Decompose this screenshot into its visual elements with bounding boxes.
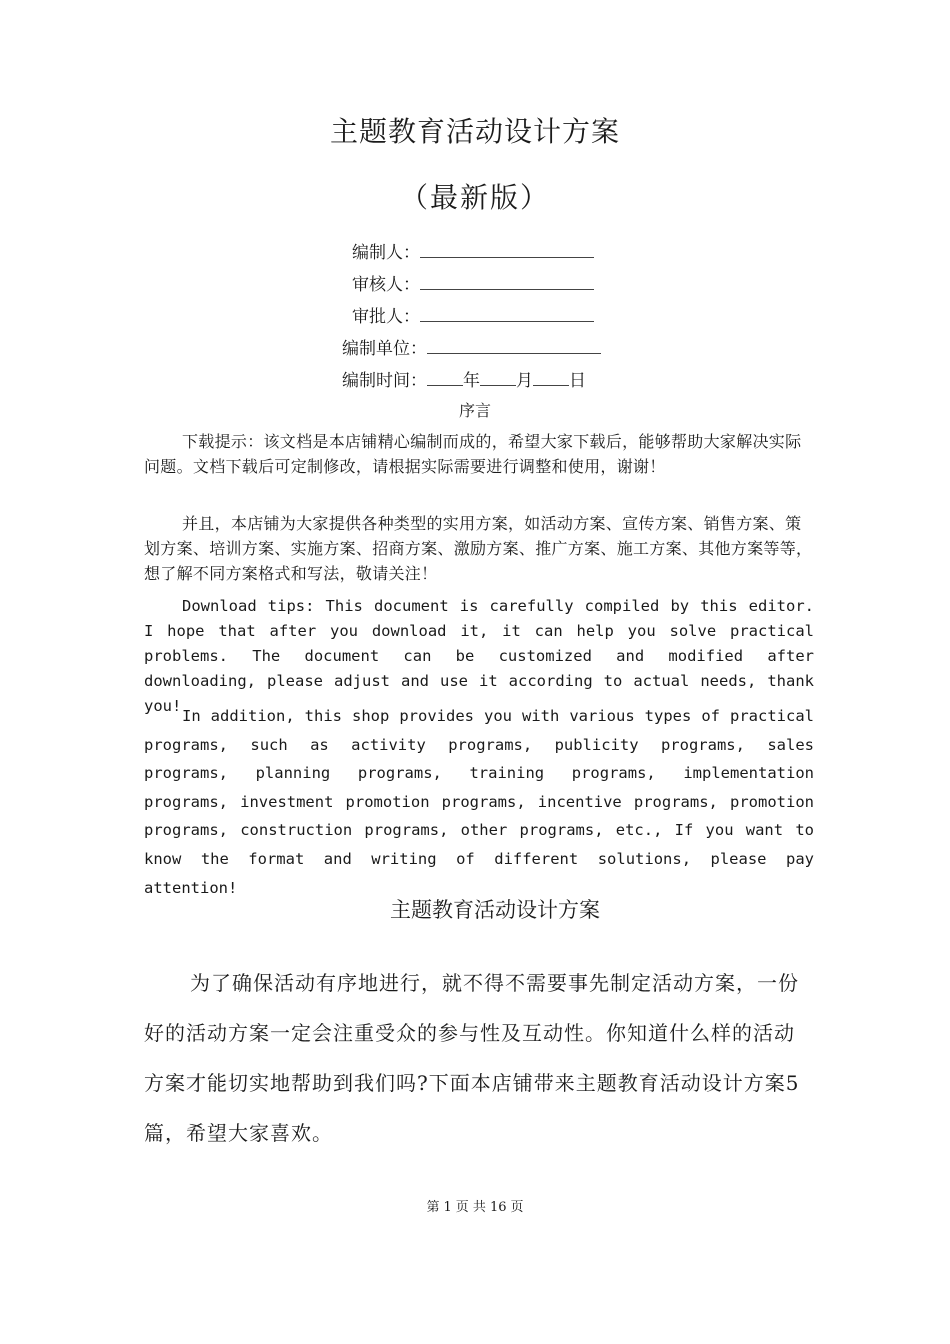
meta-compiler-row xyxy=(352,238,594,263)
meta-reviewer-label: 审核人： xyxy=(352,275,420,295)
meta-day-label: 日 xyxy=(569,371,586,391)
body-paragraph: 为了确保活动有序地进行，就不得不需要事先制定活动方案，一份好的活动方案一定会注重受众的参与性及互动性。你知道什么样的活动方案才能切实地帮助到我们吗?下面本店铺带来主题教育活动设计方案5篇，希望大家喜欢。 xyxy=(144,971,800,1145)
preface-cn-paragraph-2: 并且，本店铺为大家提供各种类型的实用方案，如活动方案、宣传方案、销售方案、策划方案、培训方案、实施方案、招商方案、激励方案、推广方案、施工方案、其他方案等等，想了解不同方案格式和写法，敬请关注！ xyxy=(144,514,813,583)
preface-heading: 序言 xyxy=(458,401,491,420)
page-footer xyxy=(0,1196,950,1215)
meta-time-label: 编制时间： xyxy=(342,371,427,391)
meta-month-label: 月 xyxy=(516,371,533,391)
meta-unit-blank xyxy=(427,339,601,354)
meta-unit-label: 编制单位： xyxy=(342,339,427,359)
preface-en-paragraph-2: In addition, this shop provides you with various types of practical programs, such as activity programs, publicity programs, sales programs, planning programs, training programs, implementation programs, investment promotion programs, incentive programs, promotion programs, construction programs, other programs, etc., If you want to know the format and writing of different solutions, please pay attention! xyxy=(144,707,814,897)
footer-current-page: 1 xyxy=(443,1200,452,1215)
meta-compiler-label: 编制人： xyxy=(352,243,420,263)
meta-approver-row xyxy=(352,302,594,327)
document-subtitle: （最新版） xyxy=(399,181,550,214)
preface-cn-paragraph-1: 下载提示：该文档是本店铺精心编制而成的，希望大家下载后，能够帮助大家解决实际问题。文档下载后可定制修改，请根据实际需要进行调整和使用，谢谢！ xyxy=(144,432,802,476)
meta-unit-row xyxy=(342,334,601,359)
footer-middle: 页 共 xyxy=(455,1200,486,1215)
meta-day-blank xyxy=(533,371,569,386)
meta-year-blank xyxy=(427,371,463,386)
meta-compiler-blank xyxy=(420,243,594,258)
preface-en-paragraph-1: Download tips: This document is carefully compiled by this editor. I hope that after you download it, it can help you solve practical problems. The document can be customized and modified after downloading, please adjust and use it according to actual needs, thank you! xyxy=(144,597,814,715)
meta-reviewer-blank xyxy=(420,275,594,290)
meta-approver-blank xyxy=(420,307,594,322)
footer-total-pages: 16 xyxy=(489,1200,507,1215)
document-title: 主题教育活动设计方案 xyxy=(329,115,620,148)
meta-month-blank xyxy=(480,371,516,386)
section-title: 主题教育活动设计方案 xyxy=(390,898,600,922)
footer-suffix: 页 xyxy=(510,1200,524,1215)
footer-prefix: 第 xyxy=(426,1200,440,1215)
meta-year-label: 年 xyxy=(463,371,480,391)
meta-reviewer-row xyxy=(352,270,594,295)
meta-time-row xyxy=(342,366,586,391)
meta-approver-label: 审批人： xyxy=(352,307,420,327)
